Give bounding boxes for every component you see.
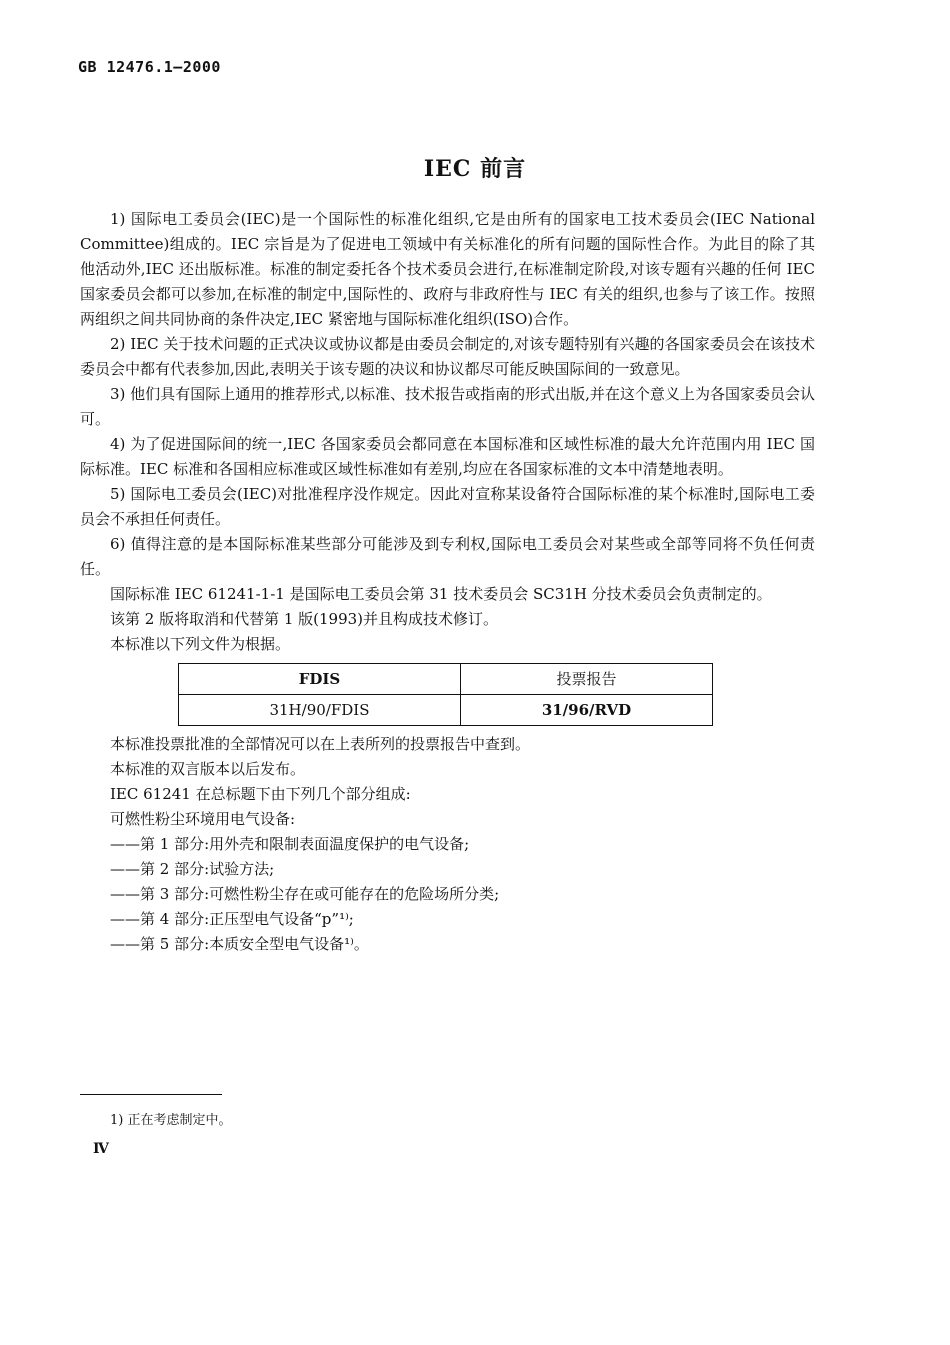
paragraph-3: 3) 他们具有国际上通用的推荐形式,以标准、技术报告或指南的形式出版,并在这个意义上为各国家委员会认可。	[80, 385, 815, 428]
paragraph-5: 5) 国际电工委员会(IEC)对批准程序没作规定。因此对宣称某设备符合国际标准的某个标准时,国际电工委员会不承担任何责任。	[80, 485, 815, 528]
paragraph-edition: 该第 2 版将取消和代替第 1 版(1993)并且构成技术修订。	[110, 610, 499, 628]
line-vote-info: 本标准投票批准的全部情况可以在上表所列的投票报告中查到。	[110, 735, 531, 753]
table-header-row	[179, 664, 713, 695]
list-item-part-1: ——第 1 部分:用外壳和限制表面温度保护的电气设备;	[110, 835, 470, 853]
paragraph-2: 2) IEC 关于技术问题的正式决议或协议都是由委员会制定的,对该专题特别有兴趣的各国家委员会在该技术委员会中都有代表参加,因此,表明关于该专题的决议和协议都尽可能反映国际间的一致意见。	[80, 335, 815, 378]
line-general-title: 可燃性粉尘环境用电气设备:	[110, 810, 296, 828]
list-item-part-4: ——第 4 部分:正压型电气设备“p”¹⁾;	[110, 910, 354, 928]
page-title: IEC 前言	[423, 156, 527, 182]
footnote: 1) 正在考虑制定中。	[110, 1113, 232, 1128]
paragraph-6: 6) 值得注意的是本国际标准某些部分可能涉及到专利权,国际电工委员会对某些或全部等同将不负任何责任。	[80, 535, 815, 578]
vote-table	[178, 663, 713, 726]
paragraph-documents: 本标准以下列文件为根据。	[110, 635, 291, 653]
line-bilingual: 本标准的双言版本以后发布。	[110, 760, 306, 778]
footnote-divider	[80, 1094, 222, 1095]
table-row	[179, 695, 713, 726]
page-number: Ⅳ	[93, 1141, 109, 1157]
list-item-part-2: ——第 2 部分:试验方法;	[110, 860, 275, 878]
table-cell-fdis: 31H/90/FDIS	[179, 695, 461, 726]
table-header-fdis: FDIS	[179, 664, 461, 695]
table-cell-rvd: 31/96/RVD	[460, 695, 712, 726]
document-code-header: GB 12476.1—2000	[78, 58, 221, 76]
paragraph-4: 4) 为了促进国际间的统一,IEC 各国家委员会都同意在本国标准和区域性标准的最大允许范围内用 IEC 国际标准。IEC 标准和各国相应标准或区域性标准如有差别,均应在各国家标准的文本中清楚地表明。	[80, 435, 815, 478]
paragraph-iec-standard: 国际标准 IEC 61241-1-1 是国际电工委员会第 31 技术委员会 SC31H 分技术委员会负责制定的。	[110, 585, 772, 603]
paragraph-1: 1) 国际电工委员会(IEC)是一个国际性的标准化组织,它是由所有的国家电工技术委员会(IEC National Committee)组成的。IEC 宗旨是为了促进电工领域中有关标准化的所有问题的国际性合作。为此目的除了其他活动外,IEC 还出版标准。标准的制定委托各个技术委员会进行,在标准制定阶段,对该专题有兴趣的任何 IEC 国家委员会都可以参加,在标准的制定中,国际性的、政府与非政府性与 IEC 有关的组织,也参与了该工作。按照两组织之间共同协商的条件决定,IEC 紧密地与国际标准化组织(ISO)合作。	[80, 210, 815, 328]
document-body	[80, 207, 815, 957]
table-header-vote-report: 投票报告	[460, 664, 712, 695]
list-item-part-3: ——第 3 部分:可燃性粉尘存在或可能存在的危险场所分类;	[110, 885, 500, 903]
line-parts-intro: IEC 61241 在总标题下由下列几个部分组成:	[110, 785, 411, 803]
list-item-part-5: ——第 5 部分:本质安全型电气设备¹⁾。	[110, 935, 369, 953]
